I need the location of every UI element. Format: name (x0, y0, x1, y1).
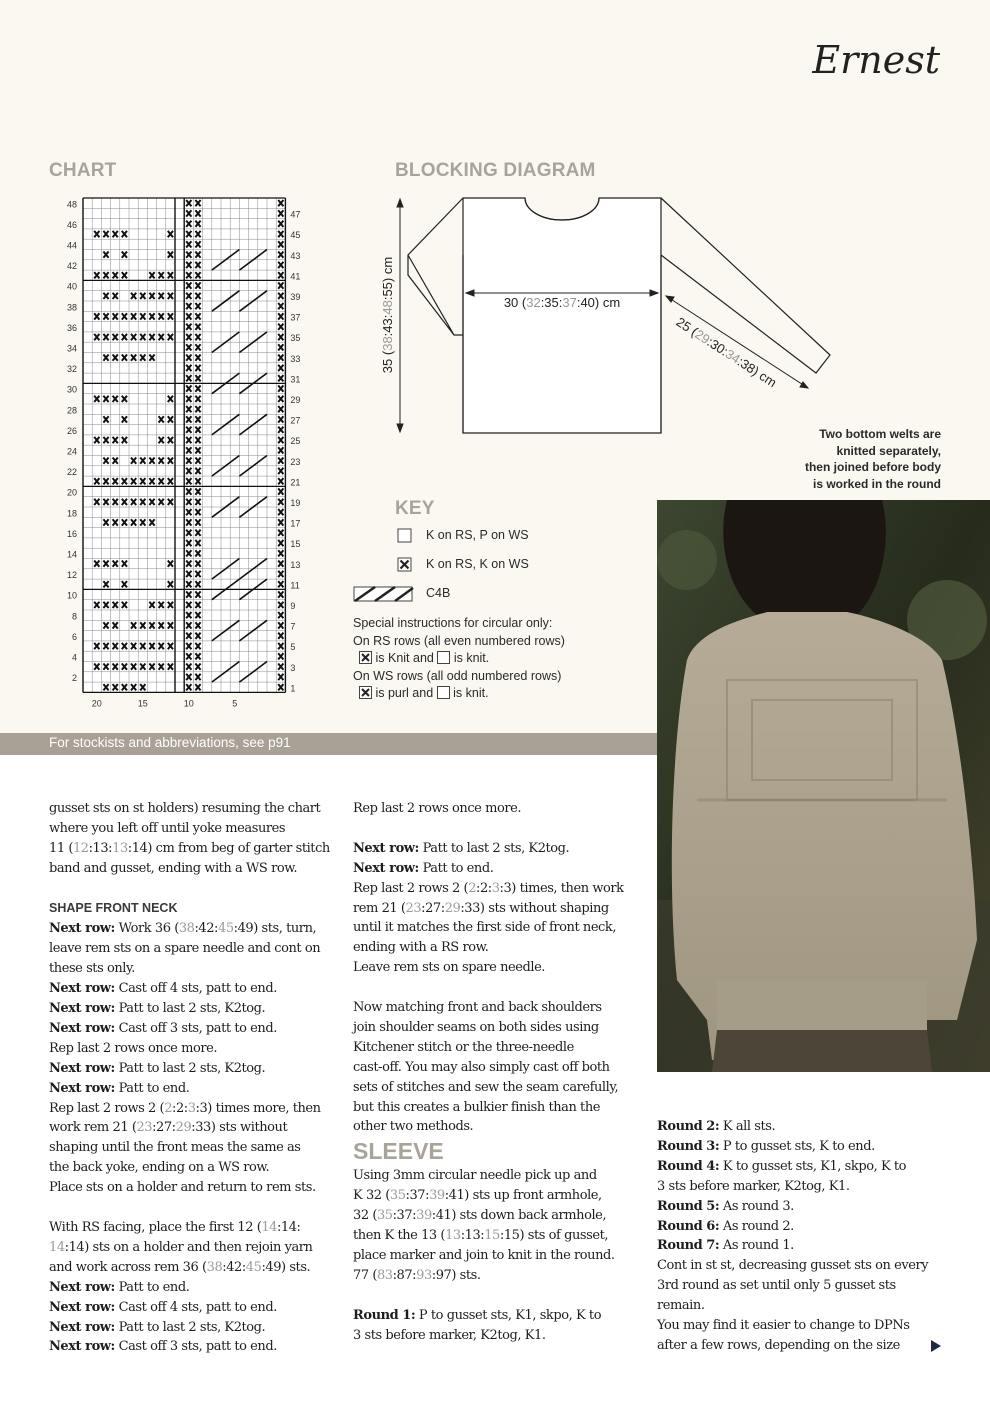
text-line: ending with a RS row. (353, 940, 489, 956)
text-line: Round 5: As round 3. (657, 1198, 794, 1214)
text-line: and work across rem 36 (38:42:45:49) sts. (49, 1259, 311, 1275)
chart-row-label: 7 (290, 621, 296, 632)
chart-row-label: 46 (66, 219, 77, 230)
text-line: Next row: Cast off 4 sts, patt to end. (49, 981, 277, 997)
special-instructions-heading: Special instructions for circular only: (353, 616, 553, 630)
ws-rows-rule: is purl and is knit. (353, 685, 565, 703)
text-line: Next row: Patt to last 2 sts, K2tog. (49, 1060, 266, 1076)
width-label: 30 (32:35:37:40) cm (503, 295, 621, 310)
key-heading: KEY (395, 498, 435, 519)
chart-row-label: 23 (290, 456, 301, 467)
chart-row-label: 18 (66, 508, 77, 519)
chart-row-label: 24 (66, 446, 77, 457)
text-line: Cont in st st, decreasing gusset sts on every (657, 1258, 929, 1274)
chart-row-label: 11 (290, 580, 300, 591)
right-sleeve-outline (661, 198, 830, 373)
rs-rows-rule: is Knit and is knit. (353, 650, 565, 668)
chart-row-label: 39 (290, 291, 301, 302)
text-line: 3rd round as set until only 5 gusset sts (657, 1278, 896, 1294)
key-item-knit-knit: K on RS, K on WS (426, 557, 529, 571)
cross-square-icon (359, 686, 372, 699)
chart-row-label: 48 (66, 199, 77, 210)
chart-row-label: 25 (290, 436, 301, 447)
text-line (353, 1286, 648, 1306)
key-cable-icon (353, 586, 415, 603)
text-line: SHAPE FRONT NECK (49, 900, 178, 915)
chart-row-label: 32 (66, 364, 77, 375)
chart-row-label: 20 (66, 487, 77, 498)
text-line: 3 sts before marker, K2tog, K1. (657, 1178, 850, 1194)
key-item-knit-purl: K on RS, P on WS (426, 528, 529, 542)
chart-row-label: 13 (290, 559, 301, 570)
text-line: Next row: Cast off 3 sts, patt to end. (49, 1020, 277, 1036)
chart-row-label: 3 (290, 662, 296, 673)
text-line: join shoulder seams on both sides using (353, 1019, 599, 1035)
continue-arrow-icon (931, 1340, 941, 1352)
text-line: but this creates a bulkier finish than the (353, 1099, 600, 1115)
text-line: these sts only. (49, 961, 135, 977)
text-line: Rep last 2 rows 2 (2:2:3:3) times more, then (49, 1100, 321, 1116)
text-line: With RS facing, place the first 12 (14:14: (49, 1220, 301, 1235)
chart-row-label: 43 (290, 250, 301, 261)
text-line: remain. (657, 1298, 705, 1314)
chart-row-label: 15 (290, 539, 301, 550)
text-line: You may find it easier to change to DPNs (657, 1318, 910, 1334)
chart-row-label: 22 (66, 467, 77, 478)
text-line: Round 4: K to gusset sts, K1, skpo, K to (657, 1158, 907, 1174)
text-column-2 (353, 799, 648, 1345)
text-line: Next row: Patt to end. (353, 860, 494, 876)
sleeve-length-label: 25 (29:30:34:38) cm (673, 314, 780, 391)
text-line: Next row: Patt to end. (49, 1279, 190, 1295)
chart-row-label: 28 (66, 405, 77, 416)
text-line: after a few rows, depending on the size (657, 1337, 900, 1353)
chart-row-label: 30 (66, 384, 77, 395)
chart-column-label: 15 (137, 698, 148, 709)
circular-instructions (353, 615, 565, 703)
chart-row-label: 33 (290, 353, 301, 364)
chart-row-label: 17 (290, 518, 301, 529)
text-line: 77 (83:87:93:97) sts. (353, 1267, 481, 1283)
text-line: Next row: Patt to last 2 sts, K2tog. (49, 1001, 266, 1017)
text-line: Next row: Cast off 3 sts, patt to end. (49, 1339, 277, 1355)
chart-row-label: 38 (66, 302, 77, 313)
text-line: Round 2: K all sts. (657, 1119, 776, 1134)
text-line (353, 978, 648, 998)
chart-row-label: 21 (290, 477, 301, 488)
rs-rows-heading: On RS rows (all even numbered rows) (353, 633, 565, 648)
chart-row-label: 34 (66, 343, 77, 354)
text-line (353, 819, 648, 839)
text-line: Next row: Cast off 4 sts, patt to end. (49, 1299, 277, 1315)
text-line: Leave rem sts on spare needle. (353, 960, 545, 976)
chart-row-label: 42 (66, 261, 77, 272)
text-line: K 32 (35:37:39:41) sts up front armhole, (353, 1188, 602, 1204)
chart-row-label: 16 (66, 528, 77, 539)
text-line: Next row: Patt to end. (49, 1080, 190, 1096)
chart-row-label: 44 (66, 240, 77, 251)
chart-row-label: 2 (71, 673, 77, 684)
chart-column-label: 5 (232, 698, 238, 709)
chart-row-label: 29 (290, 394, 301, 405)
sweater-body-outline (463, 198, 661, 433)
text-column-3 (657, 1117, 957, 1356)
text-line (49, 879, 344, 899)
left-sleeve-outline (408, 198, 463, 335)
text-line: 11 (12:13:13:14) cm from beg of garter stitch (49, 840, 330, 856)
chart-row-label: 26 (66, 425, 77, 436)
text-line: Round 6: As round 2. (657, 1218, 794, 1234)
chart-row-label: 12 (66, 570, 77, 581)
text-column-1 (49, 799, 344, 1357)
text-line: 32 (35:37:39:41) sts down back armhole, (353, 1208, 607, 1224)
text-line: then K the 13 (13:13:15:15) sts of gusset, (353, 1228, 609, 1243)
key-item-c4b: C4B (426, 586, 451, 600)
text-line: Now matching front and back shoulders (353, 1000, 602, 1016)
key-cross-square-icon (397, 557, 413, 573)
empty-square-icon (437, 686, 450, 699)
empty-square-icon (437, 651, 450, 664)
cross-square-icon (359, 651, 372, 664)
blocking-diagram-heading: BLOCKING DIAGRAM (395, 160, 596, 181)
chart-row-label: 37 (290, 312, 301, 323)
knitting-chart (40, 190, 330, 715)
text-line: Kitchener stitch or the three-needle (353, 1039, 574, 1055)
length-label: 35 (38:43:48:55) cm (380, 256, 395, 374)
text-line: cast-off. You may also simply cast off both (353, 1059, 610, 1075)
chart-row-label: 5 (290, 642, 296, 653)
welt-note: Two bottom welts are knitted separately, then joined before body is worked in the round (804, 427, 941, 491)
text-line (49, 1198, 344, 1218)
text-line: Rep last 2 rows once more. (49, 1040, 218, 1056)
chart-row-label: 47 (290, 209, 301, 220)
chart-row-label: 8 (71, 611, 77, 622)
text-line: other two methods. (353, 1119, 474, 1135)
sweater-photo (657, 500, 990, 1072)
chart-row-label: 19 (290, 497, 301, 508)
blocking-diagram (370, 185, 840, 445)
text-line: Next row: Patt to last 2 sts, K2tog. (49, 1319, 266, 1335)
chart-row-label: 40 (66, 281, 77, 292)
chart-column-label: 20 (91, 698, 102, 709)
chart-row-label: 31 (290, 374, 301, 385)
text-line: Place sts on a holder and return to rem sts. (49, 1180, 316, 1196)
text-line: Rep last 2 rows once more. (353, 801, 522, 816)
text-line: leave rem sts on a spare needle and cont on (49, 941, 321, 957)
chart-row-label: 9 (290, 600, 296, 611)
page-title: Ernest (812, 38, 940, 82)
text-line: shaping until the front meas the same as (49, 1140, 301, 1156)
stockists-link[interactable]: For stockists and abbreviations, see p91 (49, 735, 291, 750)
chart-column-label: 10 (183, 698, 194, 709)
text-line: work rem 21 (23:27:29:33) sts without (49, 1120, 288, 1136)
text-line: band and gusset, ending with a WS row. (49, 860, 298, 876)
text-line: Next row: Patt to last 2 sts, K2tog. (353, 840, 570, 856)
key-empty-square-icon (397, 528, 413, 544)
stockists-bar (0, 733, 658, 755)
text-line: SLEEVE (353, 1138, 444, 1165)
text-line: Round 7: As round 1. (657, 1238, 794, 1254)
text-line: where you left off until yoke measures (49, 820, 286, 836)
ws-rows-heading: On WS rows (all odd numbered rows) (353, 668, 562, 683)
text-line: Rep last 2 rows 2 (2:2:3:3) times, then work (353, 880, 624, 896)
text-line: Round 1: P to gusset sts, K1, skpo, K to (353, 1307, 602, 1323)
text-line: 14:14) sts on a holder and then rejoin yarn (49, 1239, 313, 1255)
text-line: gusset sts on st holders) resuming the chart (49, 801, 321, 816)
sleeve-arrow (666, 296, 808, 391)
text-line: rem 21 (23:27:29:33) sts without shaping (353, 900, 609, 916)
chart-row-label: 10 (66, 590, 77, 601)
chart-row-label: 36 (66, 322, 77, 333)
chart-row-label: 35 (290, 333, 301, 344)
text-line: the back yoke, ending on a WS row. (49, 1160, 270, 1176)
text-line: sets of stitches and sew the seam carefully, (353, 1079, 619, 1095)
text-line: place marker and join to knit in the round. (353, 1247, 615, 1263)
chart-row-label: 45 (290, 230, 301, 241)
text-line: until it matches the first side of front neck, (353, 920, 617, 936)
chart-row-label: 6 (71, 631, 77, 642)
chart-heading: CHART (49, 160, 117, 181)
chart-row-label: 27 (290, 415, 301, 426)
text-line: 3 sts before marker, K2tog, K1. (353, 1327, 546, 1343)
chart-row-label: 14 (66, 549, 77, 560)
text-line: Next row: Work 36 (38:42:45:49) sts, turn, (49, 921, 317, 937)
text-line: Using 3mm circular needle pick up and (353, 1168, 597, 1184)
chart-row-label: 4 (71, 652, 77, 663)
chart-row-label: 1 (290, 683, 296, 694)
chart-row-label: 41 (290, 271, 301, 282)
text-line: Round 3: P to gusset sts, K to end. (657, 1138, 875, 1154)
